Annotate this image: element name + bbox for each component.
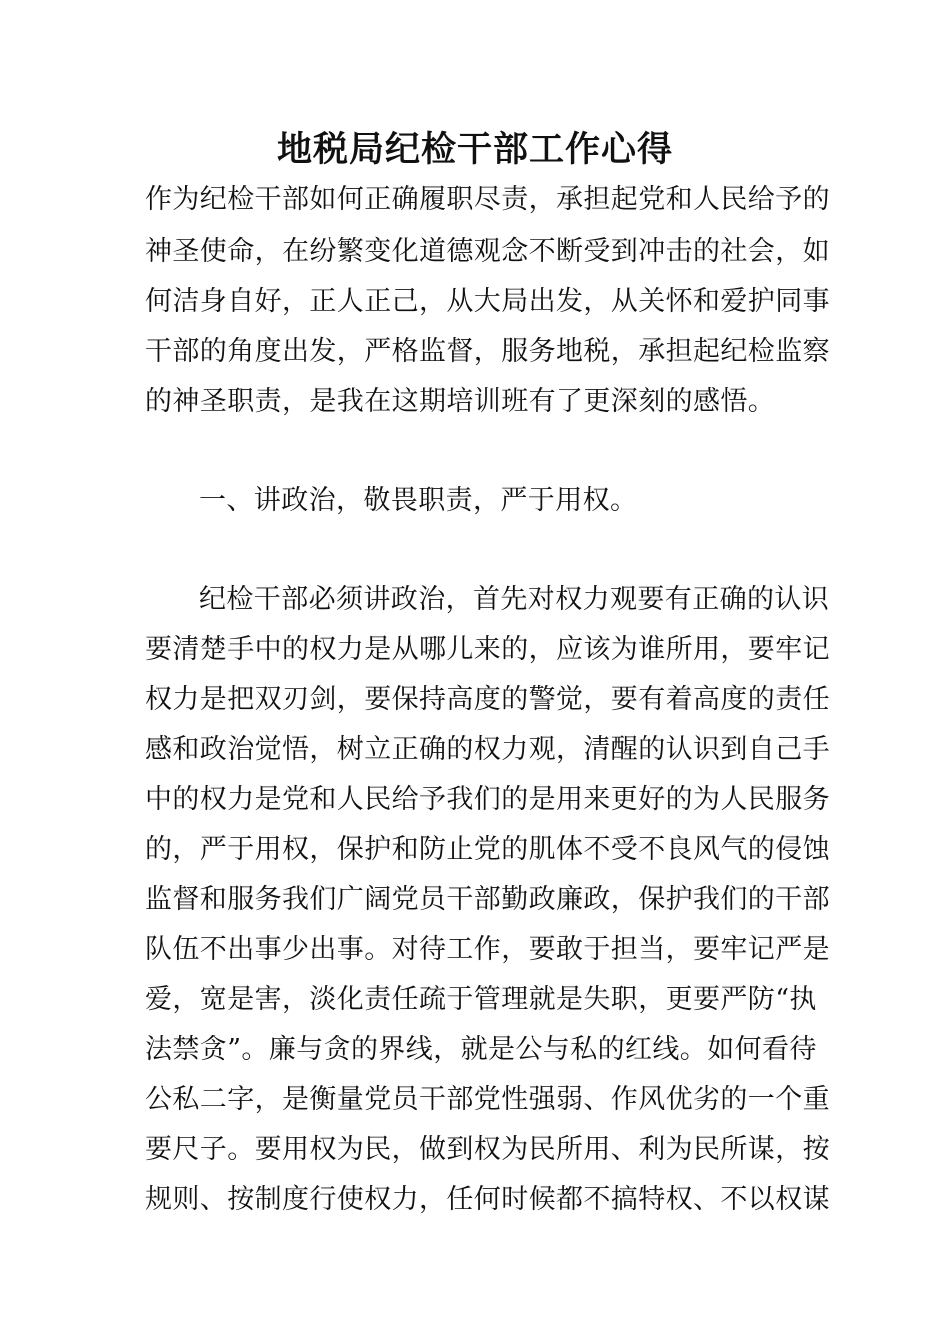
section-heading: 一、讲政治，敬畏职责，严于用权。 [199, 485, 638, 516]
paragraph-line: 的，严于用权，保护和防止党的肌体不受不良风气的侵蚀 [145, 834, 830, 865]
paragraph-line: 要清楚手中的权力是从哪儿来的，应该为谁所用，要牢记 [145, 634, 830, 665]
paragraph-line: 爱，宽是害，淡化责任疏于管理就是失职，更要严防“执 [145, 984, 817, 1015]
paragraph-line: 公私二字，是衡量党员干部党性强弱、作风优劣的一个重 [145, 1084, 830, 1115]
document-title: 地税局纪检干部工作心得 [276, 130, 673, 170]
paragraph-line: 权力是把双刃剑，要保持高度的警觉，要有着高度的责任 [145, 684, 830, 715]
paragraph-line: 队伍不出事少出事。对待工作，要敢于担当，要牢记严是 [145, 934, 830, 965]
paragraph-line: 作为纪检干部如何正确履职尽责，承担起党和人民给予的 [145, 184, 830, 215]
paragraph-line: 的神圣职责，是我在这期培训班有了更深刻的感悟。 [145, 386, 776, 417]
paragraph-line: 规则、按制度行使权力，任何时候都不搞特权、不以权谋 [145, 1184, 830, 1215]
paragraph-line: 何洁身自好，正人正己，从大局出发，从关怀和爱护同事 [145, 286, 830, 317]
paragraph-line: 感和政治觉悟，树立正确的权力观，清醒的认识到自己手 [145, 734, 830, 765]
paragraph-line: 监督和服务我们广阔党员干部勤政廉政，保护我们的干部 [145, 884, 830, 915]
paragraph-line: 神圣使命，在纷繁变化道德观念不断受到冲击的社会，如 [145, 236, 830, 267]
paragraph-line: 法禁贪”。廉与贪的界线，就是公与私的红线。如何看待 [145, 1034, 817, 1065]
paragraph-line: 干部的角度出发，严格监督，服务地税，承担起纪检监察 [145, 336, 830, 367]
paragraph-line: 纪检干部必须讲政治，首先对权力观要有正确的认识 [199, 584, 830, 615]
paragraph-line: 中的权力是党和人民给予我们的是用来更好的为人民服务 [145, 784, 830, 815]
paragraph-line: 要尺子。要用权为民，做到权为民所用、利为民所谋，按 [145, 1134, 830, 1165]
